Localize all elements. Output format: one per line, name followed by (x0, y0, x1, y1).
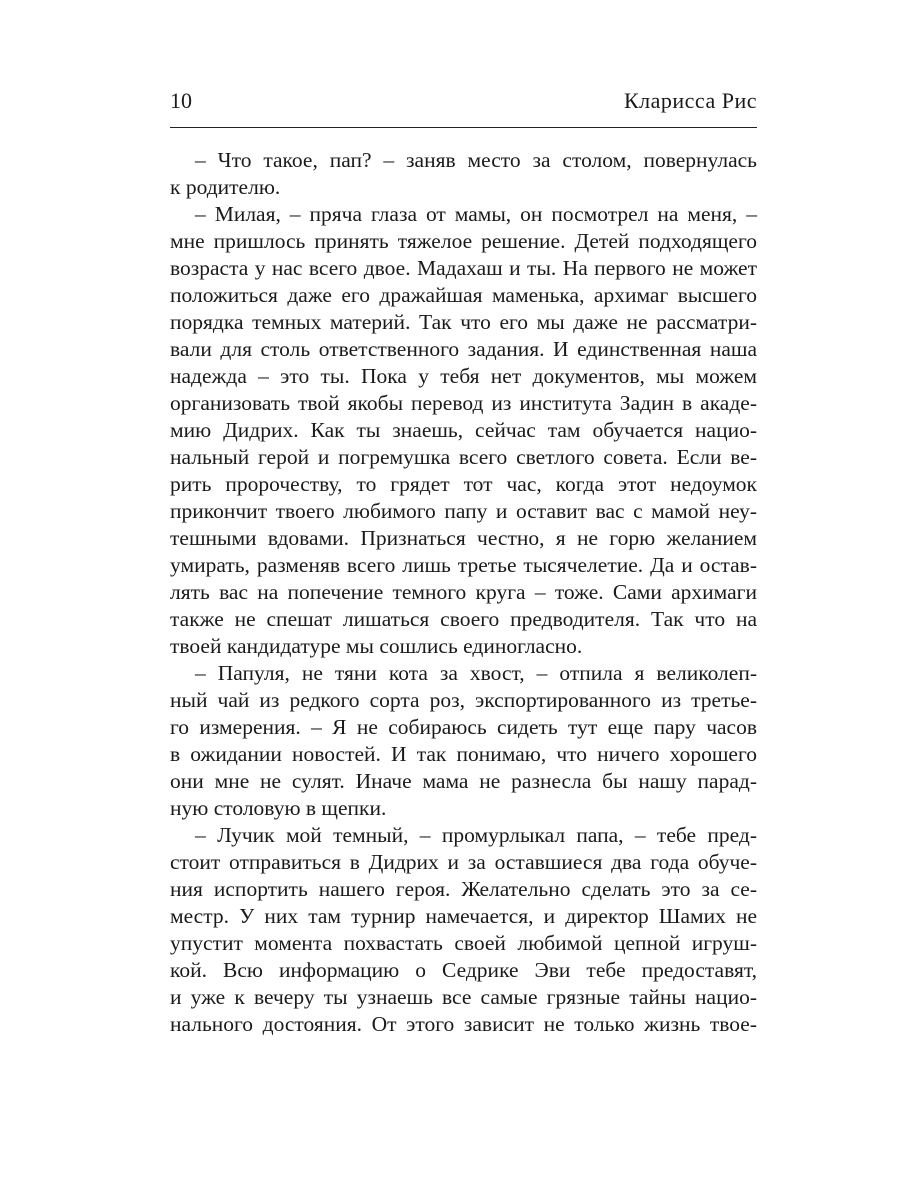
text-line: кой. Всю информацию о Седрике Эви тебе предоставят, (170, 958, 757, 982)
text-line: возраста у нас всего двое. Мадахаш и ты. На первого не может (170, 256, 757, 280)
text-line: к родителю. (170, 175, 281, 199)
text-line: ную столовую в щепки. (170, 796, 387, 820)
text-line: стоит отправиться в Дидрих и за оставшиеся два года обуче- (170, 850, 757, 874)
text-line: прикончит твоего любимого папу и оставит вас с мамой неу- (170, 499, 757, 523)
text-line: лять вас на попечение темного круга – тоже. Сами архимаги (170, 580, 757, 604)
text-line: рить пророчеству, то грядет тот час, когда этот недоумок (170, 472, 757, 496)
text-line: нальный герой и погремушка всего светлого совета. Если ве- (170, 445, 757, 469)
text-line: местр. У них там турнир намечается, и директор Шамих не (170, 904, 757, 928)
text-line: они мне не сулят. Иначе мама не разнесла бы нашу парад- (170, 769, 757, 793)
text-line: надежда – это ты. Пока у тебя нет документов, мы можем (170, 364, 757, 388)
text-line: в ожидании новостей. И так понимаю, что ничего хорошего (170, 742, 757, 766)
text-line: мию Дидрих. Как ты знаешь, сейчас там обучается нацио- (170, 418, 757, 442)
text-line: ния испортить нашего героя. Желательно сделать это за се- (170, 877, 757, 901)
running-header (170, 88, 757, 116)
text-line: порядка темных материй. Так что его мы даже не рассматри- (170, 310, 757, 334)
text-line: положиться даже его дражайшая маменька, архимаг высшего (170, 283, 757, 307)
header-rule (170, 127, 757, 128)
text-line: твоей кандидатуре мы сошлись единогласно. (170, 634, 583, 658)
text-line: – Милая, – пряча глаза от мамы, он посмотрел на меня, – (195, 202, 757, 226)
text-line: – Что такое, пап? – заняв место за столом, повернулась (195, 148, 757, 172)
text-line: тешными вдовами. Признаться честно, я не горю желанием (170, 526, 757, 550)
body-text (170, 147, 757, 1038)
page-number: 10 (170, 88, 192, 113)
text-line: нального достояния. От этого зависит не только жизнь твое- (170, 1012, 757, 1036)
text-line: ный чай из редкого сорта роз, экспортированного из третье- (170, 688, 757, 712)
text-line: – Папуля, не тяни кота за хвост, – отпила я великолеп- (195, 661, 757, 685)
text-line: го измерения. – Я не собираюсь сидеть тут еще пару часов (170, 715, 757, 739)
text-line: организовать твой якобы перевод из института Задин в акаде- (170, 391, 757, 415)
text-line: также не спешат лишаться своего предводителя. Так что на (170, 607, 757, 631)
text-line: и уже к вечеру ты узнаешь все самые грязные тайны нацио- (170, 985, 757, 1009)
text-line: – Лучик мой темный, – промурлыкал папа, – тебе пред- (195, 823, 757, 847)
text-line: упустит момента похвастать своей любимой цепной игруш- (170, 931, 757, 955)
running-header-author: Кларисса Рис (623, 88, 757, 113)
text-line: вали для столь ответственного задания. И единственная наша (170, 337, 757, 361)
text-line: мне пришлось принять тяжелое решение. Детей подходящего (170, 229, 757, 253)
text-line: умирать, разменяв всего лишь третье тысячелетие. Да и остав- (170, 553, 757, 577)
